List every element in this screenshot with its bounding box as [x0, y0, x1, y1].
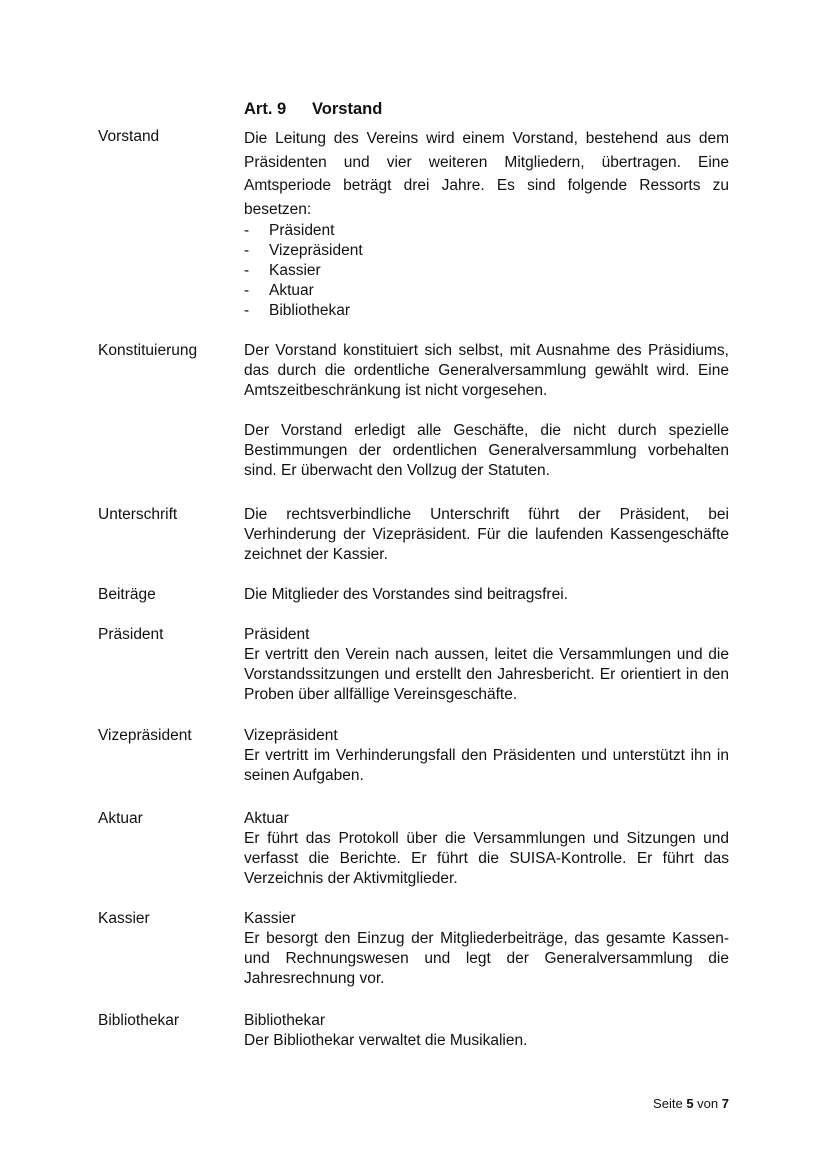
- section-paragraph: Der Vorstand konstituiert sich selbst, mit Ausnahme des Präsidiums, das durch die ordentliche Generalversammlung gewählt wird. Eine Amtszeitbeschränkung ist nicht vorgesehen.: [244, 342, 729, 399]
- section-heading: Bibliothekar: [244, 1012, 325, 1029]
- section-text: Der Bibliothekar verwaltet die Musikalien.: [244, 1032, 528, 1049]
- section-text: Er vertritt im Verhinderungsfall den Präsidenten und unterstützt ihn in seinen Aufgaben.: [244, 747, 729, 784]
- article-title: Vorstand: [312, 100, 383, 118]
- section-kassier: [98, 909, 729, 989]
- section-heading: Vizepräsident: [244, 727, 338, 744]
- section-text: Er besorgt den Einzug der Mitgliederbeiträge, das gesamte Kassen- und Rechnungswesen und legt der Generalversammlung die Jahresrechnung vor.: [244, 930, 729, 987]
- section-label: Konstituierung: [98, 342, 198, 359]
- section-text: Die Mitglieder des Vorstandes sind beitragsfrei.: [244, 586, 568, 603]
- section-label: Vorstand: [98, 128, 160, 145]
- section-text: Er führt das Protokoll über die Versammlungen und Sitzungen und verfasst die Berichte. Er führt die SUISA-Kontrolle. Er führt das Verzeichnis der Aktivmitglieder.: [244, 830, 729, 887]
- page-number: Seite 5 von 7: [653, 1096, 729, 1111]
- section-konstituierung: [98, 341, 729, 481]
- section-bibliothekar: [98, 1011, 729, 1051]
- section-text: Die rechtsverbindliche Unterschrift führt der Präsident, bei Verhinderung der Vizepräsident. Für die laufenden Kassengeschäfte zeichnet der Kassier.: [244, 506, 729, 563]
- list-item: - Kassier: [244, 261, 729, 281]
- section-label: Präsident: [98, 626, 164, 643]
- section-vorstand: [98, 127, 729, 321]
- section-text: Er vertritt den Verein nach aussen, leitet die Versammlungen und die Vorstandssitzungen und erstellt den Jahresbericht. Er orientiert in den Proben über allfällige Vereinsgeschäfte.: [244, 646, 729, 703]
- section-vizepraesident: [98, 726, 729, 786]
- section-heading: Kassier: [244, 910, 296, 927]
- list-item: - Bibliothekar: [244, 301, 729, 321]
- article-number: Art. 9: [244, 100, 287, 118]
- section-label: Bibliothekar: [98, 1012, 179, 1029]
- section-label: Aktuar: [98, 810, 143, 827]
- list-item: - Vizepräsident: [244, 241, 729, 261]
- section-heading: Präsident: [244, 626, 310, 643]
- section-paragraph: Der Vorstand erledigt alle Geschäfte, die nicht durch spezielle Bestimmungen der ordentlichen Generalversammlung vorbehalten sind. Er überwacht den Vollzug der Statuten.: [244, 422, 729, 479]
- section-label: Kassier: [98, 910, 150, 927]
- section-beitraege: [98, 585, 729, 605]
- list-item: - Aktuar: [244, 281, 729, 301]
- section-label: Vizepräsident: [98, 727, 192, 744]
- section-unterschrift: [98, 505, 729, 565]
- section-aktuar: [98, 809, 729, 889]
- section-text: Die Leitung des Vereins wird einem Vorstand, bestehend aus dem Präsidenten und vier weiteren Mitgliedern, übertragen. Eine Amtsperiode beträgt drei Jahre. Es sind folgende Ressorts zu besetzen:: [244, 130, 729, 218]
- list-item: - Präsident: [244, 221, 729, 241]
- article-heading: [244, 99, 382, 119]
- section-praesident: [98, 625, 729, 705]
- section-label: Unterschrift: [98, 506, 178, 523]
- ressort-list: [244, 221, 729, 321]
- section-label: Beiträge: [98, 586, 156, 603]
- section-heading: Aktuar: [244, 810, 289, 827]
